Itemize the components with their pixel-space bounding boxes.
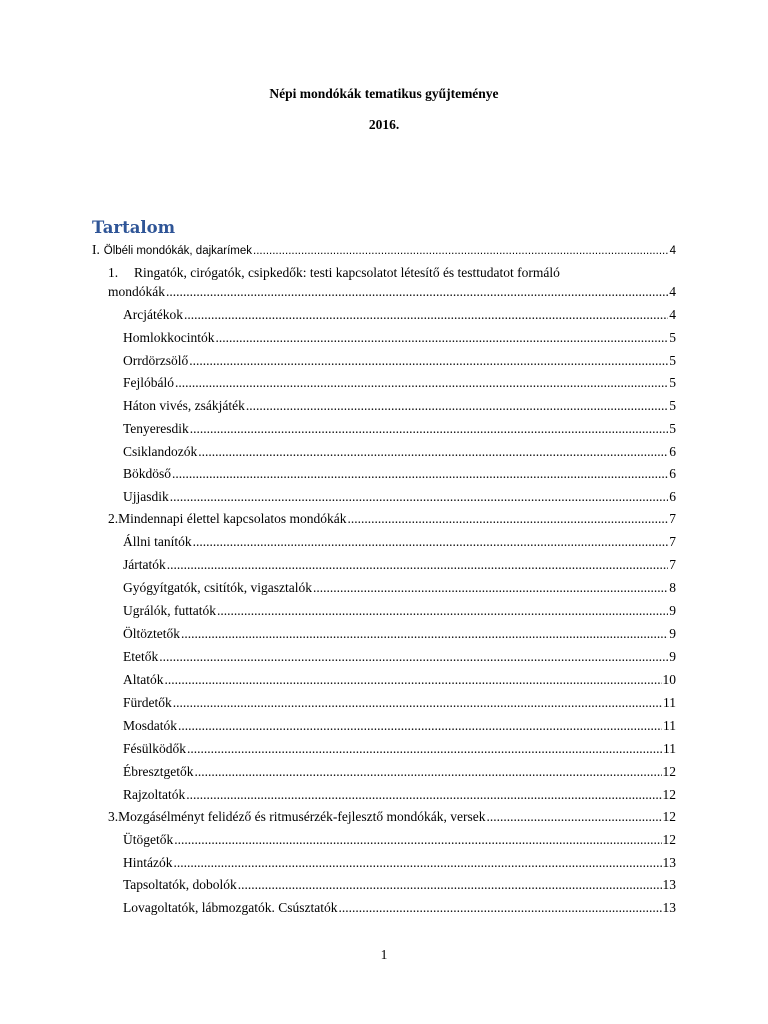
toc-entry-label: Gyógyítgatók, csitítók, vigasztalók [123,580,312,595]
toc-entry[interactable] [123,900,676,916]
toc-entry[interactable] [123,877,676,893]
toc-leader-dots [253,245,669,257]
toc-entry[interactable] [123,421,676,437]
toc-leader-dots [178,718,662,734]
toc-entry[interactable] [123,466,676,482]
toc-entry-page: 5 [669,329,676,345]
toc-leader-dots [159,649,668,665]
toc-entry[interactable] [123,695,676,711]
toc-entry-label: Orrdörzsölő [123,352,189,368]
toc-entry[interactable] [123,787,676,803]
toc-entry-page: 5 [669,352,676,368]
toc-entry-page: 7 [669,511,676,526]
toc-entry[interactable] [123,375,676,391]
toc-leader-dots [238,877,662,893]
toc-entry-label: Ébresztgetők [123,764,194,779]
toc-leader-dots [198,444,668,460]
toc-leader-dots [189,353,668,369]
toc-entry[interactable] [123,534,676,550]
toc-entry-page: 4 [669,245,676,257]
toc-leader-dots [338,900,661,916]
toc-entry[interactable] [123,444,676,460]
toc-leader-dots [170,489,669,505]
toc-entry-label: Mindennapi élettel kapcsolatos mondókák [118,511,347,526]
toc-entry-label: Jártatók [123,557,166,572]
toc-entry-label: Altatók [123,672,164,687]
toc-entry-page: 10 [662,672,676,687]
toc-leader-dots [181,626,668,642]
toc-entry[interactable] [123,398,676,414]
toc-entry-sub1-line2[interactable] [108,284,676,300]
toc-leader-dots [165,672,662,688]
toc-entry[interactable] [123,330,676,346]
toc-entry-label: Arcjátékok [123,307,183,322]
toc-entry-label: Homlokkocintók [123,329,215,345]
toc-leader-dots [172,466,668,482]
toc-entry-label: Állni tanítók [123,534,192,549]
toc-entry[interactable] [123,307,676,323]
toc-entry-page: 9 [669,603,676,618]
toc-entry-page: 11 [663,695,676,710]
toc-leader-dots [216,330,669,346]
toc-entry-page: 11 [663,741,676,756]
toc-entry-page: 13 [662,900,676,915]
toc-entry-section-i[interactable] [92,242,676,258]
toc-leader-dots [186,787,661,803]
toc-leader-dots [184,307,668,323]
toc-entry[interactable] [123,626,676,642]
toc-entry[interactable] [123,557,676,573]
toc-entry-sub3[interactable] [108,809,676,825]
toc-entry-page: 5 [669,398,676,413]
toc-leader-dots [174,832,661,848]
toc-entry[interactable] [123,832,676,848]
toc-leader-dots [174,855,662,871]
toc-entry-page: 6 [669,443,676,459]
toc-entry-label: Ütögetők [123,832,174,847]
toc-entry-label: Etetők [123,649,159,664]
toc-entry-number: 3. [108,809,119,824]
toc-entry[interactable] [123,855,676,871]
toc-leader-dots [347,511,668,527]
toc-entry-page: 7 [669,557,676,572]
toc-entry-number: 1. [108,265,119,280]
toc-entry-label: Tapsoltatók, dobolók [123,877,237,893]
toc-entry-page: 5 [669,375,676,391]
toc-entry-number: 2. [108,511,119,526]
toc-entry-page: 6 [669,466,676,482]
toc-entry-label: Öltöztetők [123,626,180,641]
toc-entry-page: 9 [669,626,676,641]
toc-leader-dots [313,580,668,596]
toc-entry-label: Rajzoltatók [123,787,186,802]
toc-leader-dots [167,557,669,573]
toc-leader-dots [187,741,662,757]
toc-heading: Tartalom [92,218,176,237]
toc-leader-dots [487,809,662,825]
toc-entry-sub1-line1[interactable] [108,265,560,281]
toc-entry[interactable] [123,718,676,734]
toc-entry-page: 12 [662,764,676,779]
toc-entry-label: Ölbéli mondókák, dajkarímek [103,245,253,257]
toc-entry[interactable] [123,649,676,665]
toc-entry-page: 4 [669,307,676,322]
toc-entry-page: 9 [669,649,676,664]
toc-entry[interactable] [123,741,676,757]
toc-entry-page: 12 [662,787,676,802]
toc-entry-label: Hintázók [123,854,173,870]
toc-entry-label: Háton vivés, zsákjáték [123,398,245,413]
toc-entry-page: 7 [669,534,676,549]
toc-leader-dots [246,398,668,414]
toc-entry-label: Tenyeresdik [123,420,189,436]
toc-entry-label: Ringatók, cirógatók, csipkedők: testi kapcsolatot létesítő és testtudatot formáló [134,265,560,280]
toc-entry-page: 13 [662,877,676,893]
toc-entry-label: Fürdetők [123,695,172,710]
toc-leader-dots [175,375,668,391]
toc-entry-label: Bökdöső [123,466,172,482]
toc-leader-dots [194,764,661,780]
page-number: 1 [380,947,388,962]
toc-leader-dots [217,603,668,619]
toc-entry[interactable] [123,672,676,688]
toc-entry-page: 5 [669,420,676,436]
toc-entry-label: Csiklandozók [123,443,198,459]
toc-entry-page: 12 [662,809,676,824]
toc-entry[interactable] [123,580,676,596]
toc-entry-label: Ugrálók, futtatók [123,603,216,618]
toc-entry-page: 8 [669,580,676,595]
toc-entry-number: I. [92,242,100,257]
toc-entry[interactable] [123,489,676,505]
toc-entry-label: Fésülködők [123,741,187,756]
toc-entry-page: 4 [669,284,676,299]
toc-leader-dots [193,534,669,550]
toc-entry[interactable] [123,603,676,619]
toc-entry-label: Mozgásélményt felidéző és ritmusérzék-fejlesztő mondókák, versek [118,809,486,824]
toc-entry-label: mondókák [108,284,165,299]
toc-entry-page: 13 [662,854,676,870]
toc-entry-label: Fejlóbáló [123,375,174,391]
toc-entry-page: 11 [663,718,676,733]
toc-entry-label: Lovagoltatók, lábmozgatók. Csúsztatók [123,900,338,915]
toc-leader-dots [173,695,662,711]
toc-entry-sub2[interactable] [108,511,676,527]
toc-entry[interactable] [123,764,676,780]
toc-entry[interactable] [123,353,676,369]
toc-entry-label: Ujjasdik [123,489,169,504]
toc-entry-page: 6 [669,489,676,504]
toc-entry-label: Mosdatók [123,718,177,733]
document-title: Népi mondókák tematikus gyűjteménye [269,86,499,101]
toc-leader-dots [166,284,668,300]
toc-leader-dots [190,421,668,437]
document-year: 2016. [368,117,400,132]
toc-entry-page: 12 [662,832,676,847]
